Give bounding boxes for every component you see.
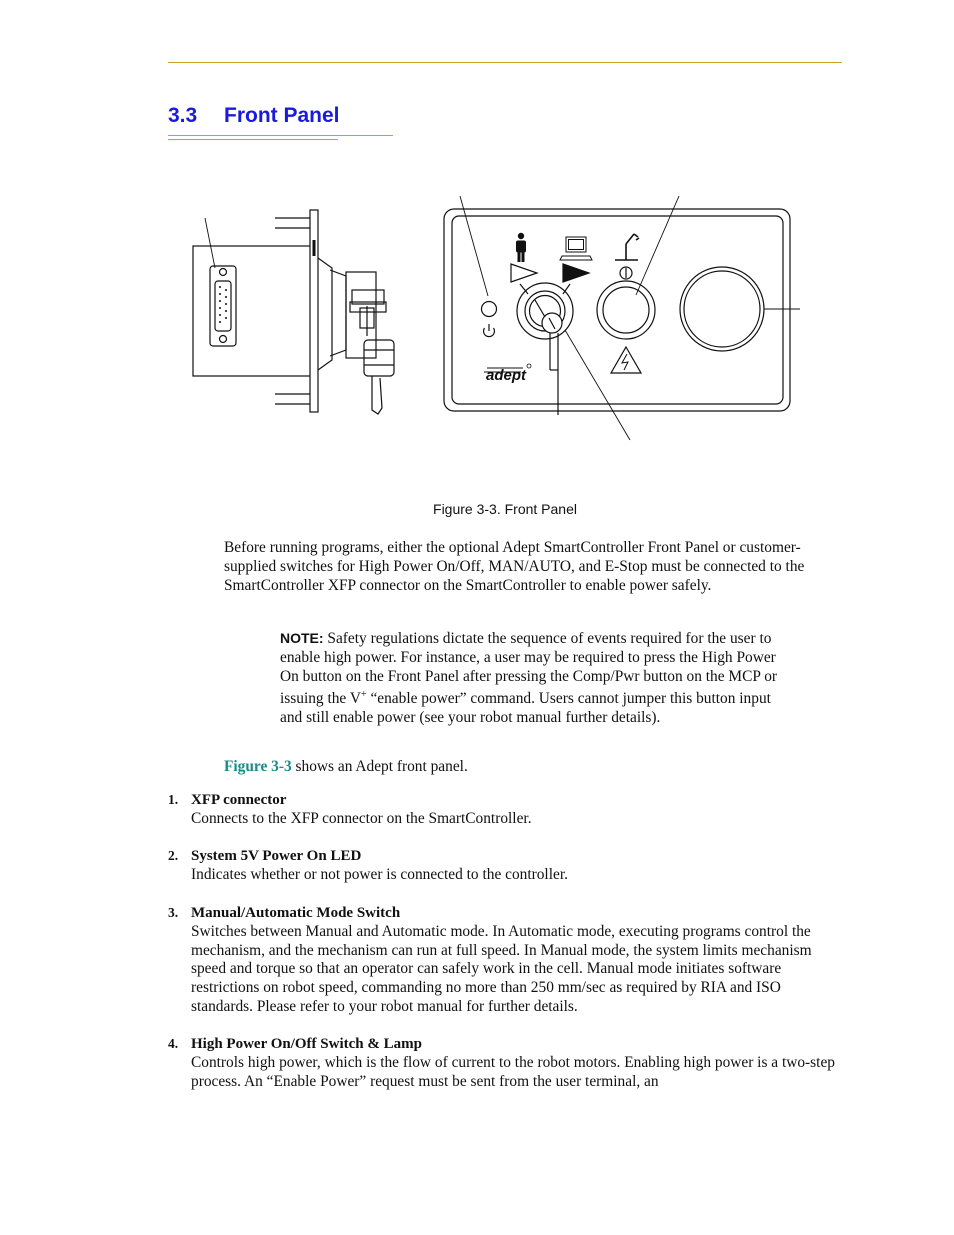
adept-logo — [484, 364, 531, 384]
list-item-description: Controls high power, which is the flow of current to the robot motors. Enabling high power is a two-step process. An “Enable Power” request must be sent from the user terminal, an — [191, 1053, 835, 1090]
note-text: Safety regulations dictate the sequence of events required for the user to enable high power. For instance, a user may be required to press the High Power On button on the Front Panel after pressing the Comp/Pwr button on the MCP or issuing the V — [280, 630, 778, 708]
top-rule — [168, 62, 842, 63]
section-title: Front Panel — [224, 104, 340, 127]
list-item — [168, 1035, 844, 1091]
manual-mode-triangle-icon — [511, 264, 537, 282]
intro-paragraph: Before running programs, either the optional Adept SmartController Front Panel or customer-supplied switches for High Power On/Off, MAN/AUTO, and E-Stop must be connected to the SmartController XFP connector on the SmartController to enable power safely. — [224, 539, 805, 594]
list-item-description: Connects to the XFP connector on the SmartController. — [191, 809, 532, 827]
list-item-title: High Power On/Off Switch & Lamp — [191, 1036, 422, 1052]
list-item-title: Manual/Automatic Mode Switch — [191, 905, 401, 921]
list-item-title: System 5V Power On LED — [191, 848, 362, 864]
warning-icon — [611, 347, 641, 373]
computer-icon — [560, 237, 592, 260]
list-item-title: XFP connector — [191, 792, 287, 808]
note-label: NOTE: — [280, 630, 324, 646]
figure-reference-text: shows an Adept front panel. — [291, 758, 468, 775]
list-item-number: 2. — [168, 848, 179, 863]
robot-arm-icon — [615, 234, 639, 260]
section-number: 3.3 — [168, 104, 198, 127]
list-item — [168, 904, 844, 1017]
note-superscript: + — [360, 689, 367, 701]
list-item — [168, 847, 844, 885]
side-view-drawing — [193, 210, 394, 414]
key-switch-drawing — [517, 283, 573, 415]
power-icon — [483, 324, 494, 337]
list-item-number: 3. — [168, 905, 179, 920]
person-icon — [516, 233, 526, 262]
xfp-connector-drawing — [210, 266, 236, 346]
list-item-number: 4. — [168, 1036, 179, 1051]
list-item-number: 1. — [168, 792, 179, 807]
front-panel-figure — [180, 190, 820, 450]
svg-text:adept: adept — [486, 367, 527, 384]
heading-rule — [168, 135, 393, 136]
heading-rule-short — [168, 139, 338, 140]
list-item — [168, 791, 844, 829]
estop-button-drawing — [680, 267, 764, 351]
figure-reference-link[interactable]: Figure 3-3 — [224, 758, 292, 775]
auto-mode-triangle-icon — [563, 264, 589, 282]
figure-reference-line — [224, 758, 844, 777]
note-text-end: “enable power” command. Users cannot jumper this button input and still enable power (see your robot manual further details). — [280, 690, 771, 727]
section-heading — [168, 104, 340, 128]
note-paragraph — [280, 629, 790, 728]
front-view-drawing — [444, 196, 800, 440]
figure-caption: Figure 3-3. Front Panel — [433, 501, 577, 517]
power-on-led-drawing — [482, 302, 497, 317]
list-item-description: Indicates whether or not power is connected to the controller. — [191, 865, 568, 883]
high-power-button-drawing — [597, 267, 655, 339]
list-item-description: Switches between Manual and Automatic mode. In Automatic mode, executing programs control the mechanism, and the mechanism can run at full speed. In Manual mode, the system limits mechanism speed and torque so that an operator can safely work in the cell. Manual mode initiates software restrictions on robot speed, commanding no more than 250 mm/sec as required by RIA and ISO standards. Please refer to your robot manual for further details. — [191, 922, 812, 1015]
